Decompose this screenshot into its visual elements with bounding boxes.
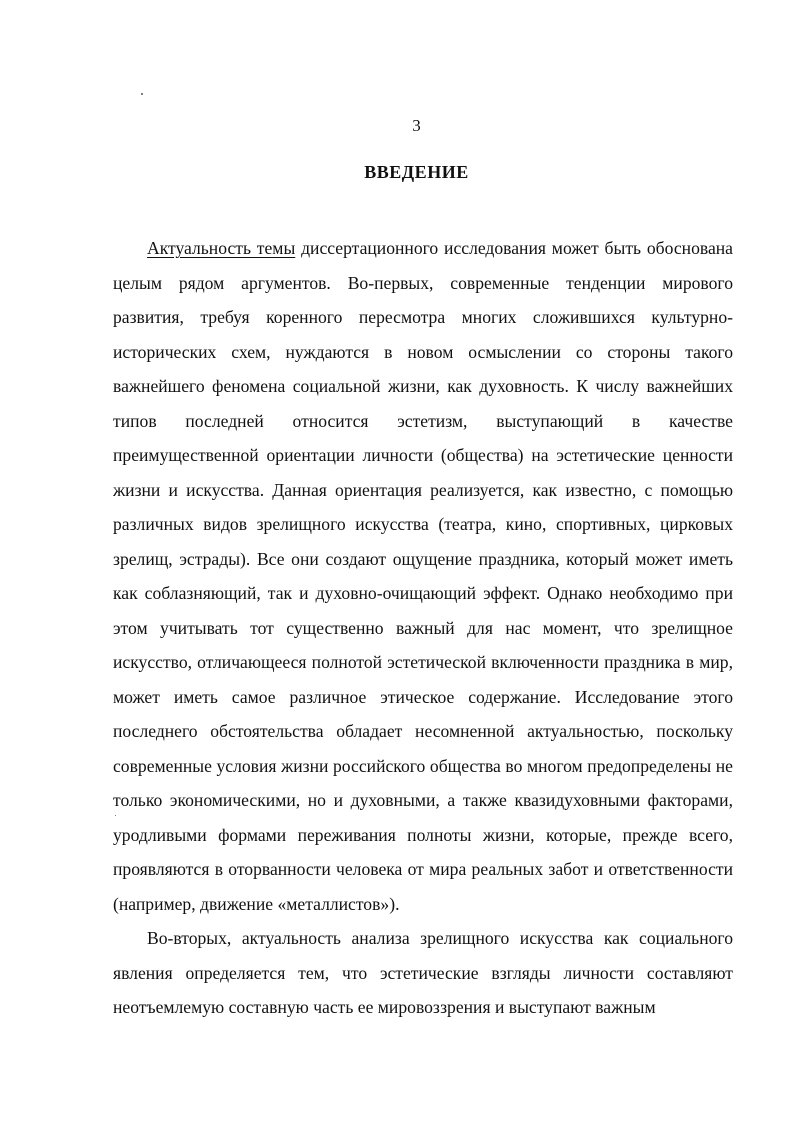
- paragraph-1-text: диссертационного исследования может быть обоснована целым рядом аргументов. Во-первых, современные тенденции мирового развития, требуя коренного пересмотра многих сложившихся культурно-исторических схем, нуждаются в новом осмыслении со стороны такого важнейшего феномена социальной жизни, как духовность. К числу важнейших типов последней относится эстетизм, выступающий в качестве преимущественной ориентации личности (общества) на эстетические ценности жизни и искусства. Данная ориентация реализуется, как известно, с помощью различных видов зрелищного искусства (театра, кино, спортивных, цирковых зрелищ, эстрады). Все они создают ощущение праздника, который может иметь как соблазняющий, так и духовно-очищающий эффект. Однако необходимо при этом учитывать тот существенно важный для нас момент, что зрелищное искусство, отличающееся полнотой эстетической включенности праздника в мир, может иметь самое различное этическое содержание. Исследование этого последнего обстоятельства обладает несомненной актуальностью, поскольку современные условия жизни российского общества во многом предопределены не только экономическими, но и духовными, а также квазидуховными факторами, уродливыми формами переживания полноты жизни, которые, прежде всего, проявляются в оторванности человека от мира реальных забот и ответственности (например, движение «металлистов»).: [113, 238, 733, 914]
- page-number: 3: [412, 116, 421, 135]
- paragraph-2: [113, 921, 733, 1025]
- paragraph-1: [113, 231, 733, 921]
- paragraph-2-text: Во-вторых, актуальность анализа зрелищного искусства как социального явления определяется тем, что эстетические взгляды личности составляют неотъемлемую составную часть ее мировоззрения и выступают важным: [113, 928, 733, 1017]
- topic-relevance-lead: Актуальность темы: [147, 238, 296, 258]
- body-text: [113, 231, 733, 1025]
- page-title: ВВЕДЕНИЕ: [364, 162, 469, 182]
- scan-speck: [141, 93, 143, 95]
